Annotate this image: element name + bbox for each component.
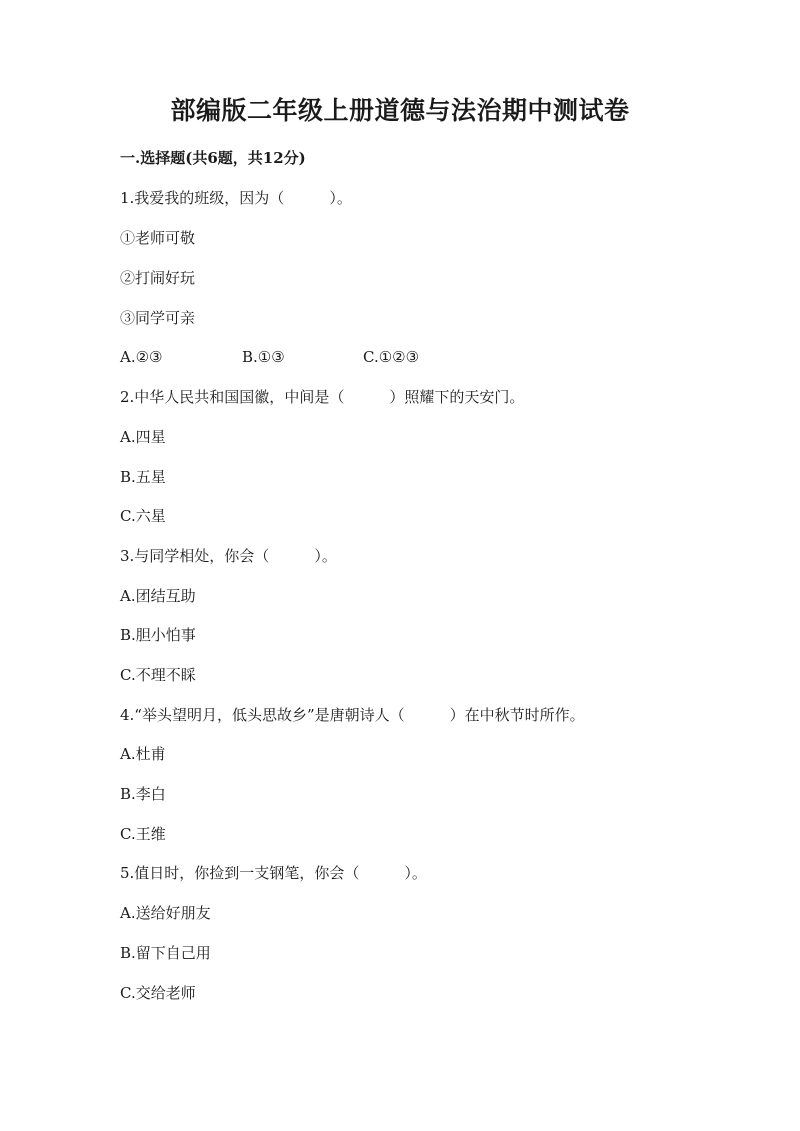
question-5-option-a: A.送给好朋友 bbox=[120, 904, 211, 922]
page-title: 部编版二年级上册道德与法治期中测试卷 bbox=[170, 96, 630, 125]
question-3-stem: 3.与同学相处，你会（ ）。 bbox=[120, 547, 337, 565]
question-3-option-a: A.团结互助 bbox=[120, 587, 196, 605]
question-1-stem: 1.我爱我的班级，因为（ ）。 bbox=[120, 189, 352, 207]
question-2-option-c: C.六星 bbox=[120, 507, 166, 525]
question-1-option-c: C.①②③ bbox=[363, 348, 420, 366]
question-4-option-a: A.杜甫 bbox=[120, 745, 166, 763]
question-4-option-c: C.王维 bbox=[120, 825, 166, 843]
section-heading: 一.选择题(共6题，共12分) bbox=[120, 149, 306, 167]
question-1-statement-2: ②打闹好玩 bbox=[120, 269, 196, 287]
question-5-stem: 5.值日时，你捡到一支钢笔，你会（ ）。 bbox=[120, 864, 427, 882]
question-3-option-b: B.胆小怕事 bbox=[120, 626, 196, 644]
question-5-option-c: C.交给老师 bbox=[120, 984, 196, 1002]
question-3-option-c: C.不理不睬 bbox=[120, 666, 196, 684]
question-2-option-b: B.五星 bbox=[120, 468, 166, 486]
question-1-statement-1: ①老师可敬 bbox=[120, 229, 196, 247]
question-1-option-b: B.①③ bbox=[242, 348, 285, 366]
question-4-option-b: B.李白 bbox=[120, 785, 166, 803]
question-2-option-a: A.四星 bbox=[120, 428, 166, 446]
question-4-stem: 4.“举头望明月，低头思故乡”是唐朝诗人（ ）在中秋节时所作。 bbox=[120, 706, 585, 724]
question-5-option-b: B.留下自己用 bbox=[120, 944, 211, 962]
question-1-option-a: A.②③ bbox=[120, 348, 163, 366]
question-2-stem: 2.中华人民共和国国徽，中间是（ ）照耀下的天安门。 bbox=[120, 388, 525, 406]
question-1-statement-3: ③同学可亲 bbox=[120, 309, 196, 327]
